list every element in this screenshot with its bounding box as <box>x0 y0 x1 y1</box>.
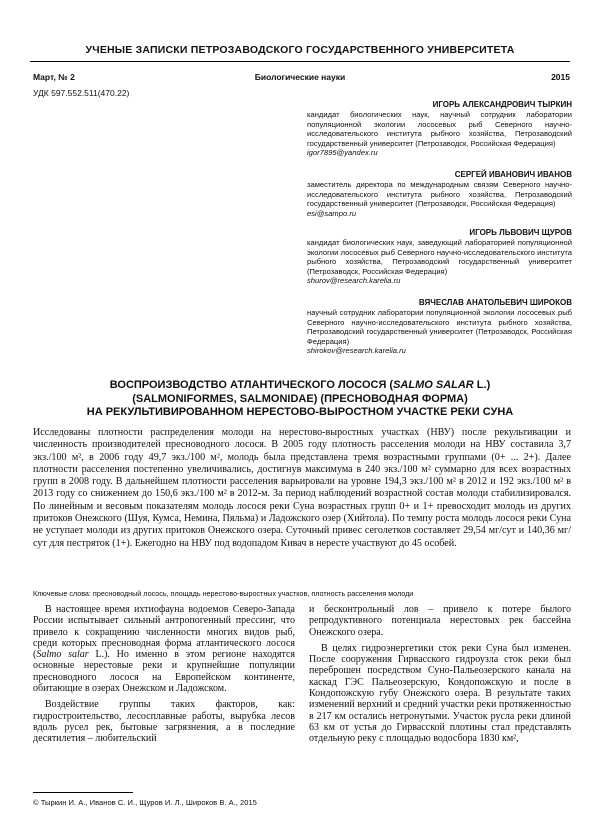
author-email: shirokov@research.karelia.ru <box>307 346 406 356</box>
abstract: Исследованы плотности распределения молоди на нерестово-выростных участках (НВУ) после рекультивации и численность производителей пресноводного лосося. В 2005 году плотность расселения молоди на НВУ составила 3,7 экз./100 м², в 2006 году 49,7 экз./100 м², молодь была представлена тремя возрастными группами (0+ ... 2+). Далее плотности расселения постепенно увеличивались, достигнув максимума в 240 экз./100 м² суммарно для всех возрастных групп в 2008 году. В дальнейшем плотности расселения варьировали на уровне 194,3 экз./100 м² в 2012 и 192 экз./100 м² в 2013 году со снижением до 150,6 экз./100 м² в 2012-м. За период наблюдений возрастной состав молоди стабилизировался. По линейным и весовым показателям молодь лосося реки Суна возрастных групп 0+ и 1+ превосходит молодь из других притоков Онежского (Шуя, Кумса, Немина, Пяльма) и Ладожского озер (Хийтола). По темпу роста молодь лосося реки Суна не уступает молоди из других притоков Онежского озера. Суточный привес сеголетков составляет 29,54 мг/сут и 140,36 мг/сут для пестряток (1+). Ежегодно на НВУ под водопадом Кивач в нересте участвуют до 45 особей. <box>33 427 571 549</box>
author-2 <box>307 170 572 218</box>
author-affiliation: кандидат биологических наук, заведующий лабораторией популяционной экологии лососевых рыб Северного научно-исследовательского института рыбного хозяйства, Петрозаводский государственный университет (Петрозаводск, Российская Федерация) <box>307 238 572 276</box>
author-1 <box>307 100 572 157</box>
article-title <box>40 379 560 420</box>
journal-title: УЧЕНЫЕ ЗАПИСКИ ПЕТРОЗАВОДСКОГО ГОСУДАРСТВЕННОГО УНИВЕРСИТЕТА <box>85 44 515 56</box>
paragraph: и бесконтрольный лов – привело к потере былого репродуктивного потенциала нерестовых рек бассейна Онежского озера. <box>309 604 571 638</box>
keywords: Ключевые слова: пресноводный лосось, площадь нерестово-выростных участков, плотность расселения молоди <box>33 589 414 598</box>
copyright: © Тыркин И. А., Иванов С. И., Щуров И. Л., Широков В. А., 2015 <box>33 798 257 807</box>
issue-year: 2015 <box>551 72 570 82</box>
species-name: Salmo salar <box>36 649 89 661</box>
author-name: ИГОРЬ ЛЬВОВИЧ ЩУРОВ <box>469 228 572 237</box>
author-affiliation: кандидат биологических наук, научный сотрудник лаборатории популяционной экологии лососевых рыб Северного научно-исследовательского института рыбного хозяйства, Петрозаводский государственный университет (Петрозаводск, Российская Федерация) <box>307 110 572 148</box>
paragraph <box>33 604 295 694</box>
author-affiliation: научный сотрудник лаборатории популяционной экологии лососевых рыб Северного научно-исследовательского института рыбного хозяйства, Петрозаводский государственный университет (Петрозаводск, Российская Федерация) <box>307 308 572 346</box>
author-name: СЕРГЕЙ ИВАНОВИЧ ИВАНОВ <box>454 170 572 179</box>
author-3 <box>307 228 572 285</box>
issue-date: Март, № 2 <box>33 72 75 82</box>
author-name: ИГОРЬ АЛЕКСАНДРОВИЧ ТЫРКИН <box>432 100 572 109</box>
author-name: ВЯЧЕСЛАВ АНАТОЛЬЕВИЧ ШИРОКОВ <box>418 298 572 307</box>
paragraph-text: L.). Но именно в этом регионе находятся основные нерестовые реки и крупнейшие популяции пресноводного лосося на Европейском континенте, обитающие в озерах Онежском и Ладожском. <box>33 649 295 695</box>
footnote-rule <box>33 792 133 793</box>
author-email: esi@sampo.ru <box>307 208 357 218</box>
author-affiliation: заместитель директора по международным связям Северного научно-исследовательского института рыбного хозяйства, Петрозаводский государственный университет (Петрозаводск, Российская Федерация) <box>307 180 572 209</box>
author-email: shurov@research.karelia.ru <box>307 276 401 286</box>
author-4 <box>307 298 572 355</box>
issue-section: Биологические науки <box>254 72 346 82</box>
title-species: SALMO SALAR <box>393 379 474 391</box>
body-column-right <box>309 604 571 750</box>
title-line-2: (SALMONIFORMES, SALMONIDAE) (ПРЕСНОВОДНАЯ ФОРМА) <box>132 392 468 405</box>
title-line-3: НА РЕКУЛЬТИВИРОВАННОМ НЕРЕСТОВО-ВЫРОСТНОМ УЧАСТКЕ РЕКИ СУНА <box>86 406 514 418</box>
author-email: igor7895@yandex.ru <box>307 148 378 158</box>
header-rule <box>30 61 570 62</box>
title-text: L.) <box>473 379 491 391</box>
paragraph: Воздействие группы таких факторов, как: гидростроительство, лесосплавные работы, вырубка лесов вдоль русел рек, бытовые загрязнения, а в последние десятилетия – любительский <box>33 699 295 745</box>
title-line-1 <box>40 379 560 393</box>
title-text: ВОСПРОИЗВОДСТВО АТЛАНТИЧЕСКОГО ЛОСОСЯ ( <box>109 379 394 391</box>
udk-code: УДК 597.552.511(470.22) <box>33 88 130 98</box>
paragraph-text: В настоящее время ихтиофауна водоемов Северо-Запада России испытывает сильный антропогенный прессинг, что привело к сокращению численности многих видов рыб, среди которых пресноводная форма атлантического лосося ( <box>33 604 295 661</box>
paragraph: В целях гидроэнергетики сток реки Суна был изменен. После сооружения Гирвасского гидроузла сток реки был переброшен посредством Суно-Пальеозерского канала на каскад ГЭС Пальеозерскую, Кондопожскую и после в Кондопожскую губу Онежского озера. В результате таких изменений верхний и средний участки реки протяженностью в 217 км остались нетронутыми. Участок русла реки длиной 63 км от устья до Гирвасской плотины стал представлять отдельную реку с площадью водосбора 1830 км², <box>309 642 571 745</box>
body-column-left <box>33 604 295 750</box>
